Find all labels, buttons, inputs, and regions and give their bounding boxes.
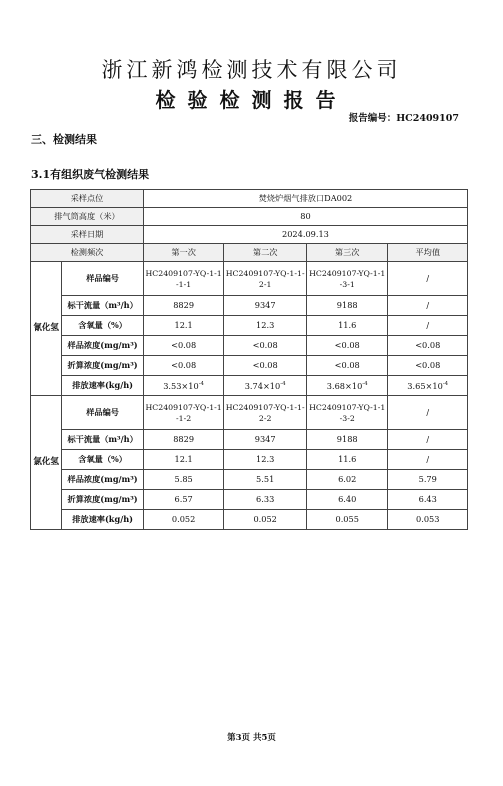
meta-row <box>31 208 468 226</box>
table-cell: / <box>388 430 468 450</box>
table-row <box>31 450 468 470</box>
table-cell: 6.57 <box>143 490 223 510</box>
table-cell <box>388 376 468 396</box>
row-label: 样品编号 <box>62 396 144 430</box>
table-cell: 6.43 <box>388 490 468 510</box>
row-label: 样品浓度(mg/m³) <box>62 336 144 356</box>
table-cell: <0.08 <box>388 356 468 376</box>
table-cell <box>143 376 223 396</box>
table-cell: <0.08 <box>224 336 307 356</box>
table-cell: HC2409107-YQ-1-1-1-2 <box>143 396 223 430</box>
page-footer: 第3页 共5页 <box>227 733 276 743</box>
table-cell: HC2409107-YQ-1-1-3-1 <box>306 262 388 296</box>
table-cell: HC2409107-YQ-1-1-2-1 <box>224 262 307 296</box>
table-cell: 9188 <box>306 430 388 450</box>
meta-value: 焚烧炉烟气排放口DA002 <box>143 190 467 208</box>
table-cell: 6.02 <box>306 470 388 490</box>
table-row <box>31 376 468 396</box>
table-cell: 9347 <box>224 296 307 316</box>
table-row <box>31 262 468 296</box>
table-cell: 0.053 <box>388 510 468 530</box>
table-row <box>31 490 468 510</box>
table-cell: 9347 <box>224 430 307 450</box>
table-cell: <0.08 <box>306 336 388 356</box>
row-label: 折算浓度(mg/m³) <box>62 490 144 510</box>
table-cell: 0.055 <box>306 510 388 530</box>
table-cell: 5.79 <box>388 470 468 490</box>
table-cell: HC2409107-YQ-1-1-1-1 <box>143 262 223 296</box>
table-cell: 6.33 <box>224 490 307 510</box>
table-cell: <0.08 <box>143 356 223 376</box>
row-label: 含氧量（%） <box>62 450 144 470</box>
table-cell: 0.052 <box>224 510 307 530</box>
column-header: 第二次 <box>224 244 307 262</box>
table-cell: 5.85 <box>143 470 223 490</box>
table-row <box>31 510 468 530</box>
rate-exponent: -4 <box>362 381 368 387</box>
table-cell: 12.1 <box>143 316 223 336</box>
table-cell: / <box>388 262 468 296</box>
meta-row <box>31 226 468 244</box>
meta-row <box>31 190 468 208</box>
table-cell: 8829 <box>143 296 223 316</box>
rate-mantissa: 3.53×10 <box>163 381 199 391</box>
section-heading: 三、检测结果 <box>31 133 97 146</box>
report-title: 检验检测报告 <box>155 88 348 112</box>
table-cell: 11.6 <box>306 316 388 336</box>
row-label: 标干流量（m³/h） <box>62 430 144 450</box>
table-cell: <0.08 <box>143 336 223 356</box>
table-cell: 0.052 <box>143 510 223 530</box>
table-cell: 8829 <box>143 430 223 450</box>
column-header-row <box>31 244 468 262</box>
row-label: 标干流量（m³/h） <box>62 296 144 316</box>
rate-mantissa: 3.68×10 <box>326 381 363 391</box>
table-row <box>31 356 468 376</box>
table-cell <box>224 376 307 396</box>
column-header: 第三次 <box>306 244 388 262</box>
rate-exponent: -4 <box>280 381 286 387</box>
table-cell: 11.6 <box>306 450 388 470</box>
row-label: 样品浓度(mg/m³) <box>62 470 144 490</box>
meta-label: 排气筒高度（米） <box>31 208 144 226</box>
table-cell: HC2409107-YQ-1-1-3-2 <box>306 396 388 430</box>
table-cell: / <box>388 450 468 470</box>
table-cell <box>306 376 388 396</box>
pollutant-name: 氯化氢 <box>31 396 62 530</box>
table-cell: / <box>388 396 468 430</box>
table-cell: <0.08 <box>224 356 307 376</box>
table-cell: HC2409107-YQ-1-1-2-2 <box>224 396 307 430</box>
meta-label: 采样日期 <box>31 226 144 244</box>
report-number: 报告编号：HC2409107 <box>348 113 459 124</box>
row-label: 含氧量（%） <box>62 316 144 336</box>
table-cell: 6.40 <box>306 490 388 510</box>
table-cell: 9188 <box>306 296 388 316</box>
table-cell: 12.1 <box>143 450 223 470</box>
meta-label: 采样点位 <box>31 190 144 208</box>
freq-label: 检测频次 <box>31 244 144 262</box>
table-row <box>31 336 468 356</box>
row-label: 样品编号 <box>62 262 144 296</box>
table-row <box>31 470 468 490</box>
rate-mantissa: 3.65×10 <box>407 381 443 391</box>
meta-value: 2024.09.13 <box>143 226 467 244</box>
table-cell: <0.08 <box>388 336 468 356</box>
table-row <box>31 316 468 336</box>
row-label: 排放速率(kg/h) <box>62 376 144 396</box>
table-row <box>31 296 468 316</box>
pollutant-name: 氰化氢 <box>31 262 62 396</box>
table-row <box>31 430 468 450</box>
table-cell: 5.51 <box>224 470 307 490</box>
company-name: 浙江新鸿检测技术有限公司 <box>101 58 402 82</box>
meta-value: 80 <box>143 208 467 226</box>
row-label: 折算浓度(mg/m³) <box>62 356 144 376</box>
column-header: 平均值 <box>388 244 468 262</box>
subsection-heading: 3.1有组织废气检测结果 <box>31 168 150 181</box>
table-cell: 12.3 <box>224 316 307 336</box>
table-row <box>31 396 468 430</box>
table-cell: 12.3 <box>224 450 307 470</box>
table-cell: / <box>388 316 468 336</box>
rate-mantissa: 3.74×10 <box>244 381 281 391</box>
table-cell: <0.08 <box>306 356 388 376</box>
table-cell: / <box>388 296 468 316</box>
column-header: 第一次 <box>143 244 223 262</box>
rate-exponent: -4 <box>198 381 205 387</box>
rate-exponent: -4 <box>442 381 449 387</box>
results-table <box>30 189 468 530</box>
row-label: 排放速率(kg/h) <box>62 510 144 530</box>
